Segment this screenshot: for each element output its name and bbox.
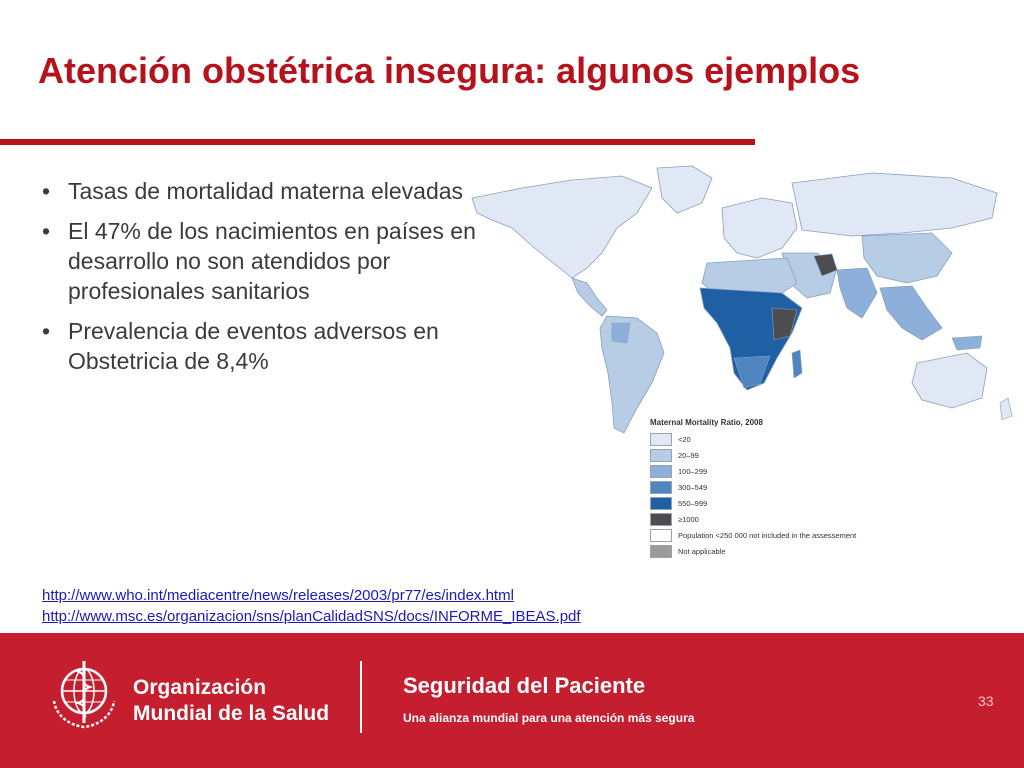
europe-region [722, 198, 797, 258]
bullet-text: El 47% de los nacimientos en países en desarrollo no son atendidos por profesionales sanitarios [68, 218, 476, 304]
southeast-asia-region [880, 286, 942, 340]
south-america-north-region [612, 323, 630, 343]
madagascar-region [792, 350, 802, 378]
footer-banner [0, 633, 1024, 768]
legend-row [650, 543, 910, 559]
legend-row [650, 495, 910, 511]
east-africa-region [772, 308, 797, 340]
legend-swatch [650, 497, 672, 510]
north-asia-region [792, 173, 997, 236]
legend-swatch [650, 449, 672, 462]
page-number: 33 [978, 693, 994, 709]
world-map [452, 158, 1024, 458]
legend-swatch [650, 465, 672, 478]
legend-label: ≥1000 [678, 514, 699, 524]
australia-region [912, 353, 987, 408]
legend-swatch [650, 513, 672, 526]
south-america-region [600, 316, 664, 433]
msc-reference-link[interactable]: http://www.msc.es/organizacion/sns/planCalidadSNS/docs/INFORME_IBEAS.pdf [42, 608, 581, 625]
organization-name [133, 675, 329, 727]
legend-swatch [650, 481, 672, 494]
legend-label: 550–999 [678, 498, 708, 508]
program-title: Seguridad del Paciente [403, 673, 646, 698]
bullet-item [42, 316, 497, 376]
bullet-item [42, 176, 497, 206]
legend-label: <20 [678, 434, 691, 444]
title-underline [0, 139, 755, 145]
legend-row [650, 463, 910, 479]
southern-africa-region [734, 356, 770, 388]
legend-row [650, 511, 910, 527]
legend-row [650, 479, 910, 495]
legend-row [650, 447, 910, 463]
bullet-item [42, 216, 497, 306]
org-name-line2: Mundial de la Salud [133, 702, 330, 725]
legend-swatch [650, 433, 672, 446]
bullet-list [42, 176, 497, 386]
org-name-line1: Organización [133, 676, 267, 699]
east-asia-region [862, 233, 952, 283]
legend-title: Maternal Mortality Ratio, 2008 [650, 418, 763, 427]
legend-label: 100–299 [678, 466, 708, 476]
map-legend [650, 418, 910, 559]
bullet-text: Tasas de mortalidad materna elevadas [68, 178, 464, 204]
south-asia-region [837, 268, 877, 318]
who-emblem-icon [44, 653, 124, 738]
bullet-text: Prevalencia de eventos adversos en Obstetricia de 8,4% [68, 318, 439, 374]
legend-swatch [650, 545, 672, 558]
legend-row [650, 527, 910, 543]
greenland-region [657, 166, 712, 213]
bullet-dot-icon: • [42, 318, 51, 344]
new-guinea-region [952, 336, 982, 350]
north-america-region [472, 176, 652, 278]
bullet-dot-icon: • [42, 218, 51, 244]
legend-label: 20–99 [678, 450, 699, 460]
footer-divider [360, 661, 362, 733]
new-zealand-region [1000, 398, 1012, 420]
legend-label: Not applicable [678, 546, 726, 556]
who-reference-link[interactable]: http://www.who.int/mediacentre/news/releases/2003/pr77/es/index.html [42, 587, 514, 604]
legend-label: Population <250 000 not included in the assessement [678, 530, 857, 540]
central-america-region [572, 278, 607, 316]
legend-label: 300–549 [678, 482, 708, 492]
reference-links [42, 585, 581, 627]
legend-row [650, 431, 910, 447]
program-subtitle: Una alianza mundial para una atención más segura [403, 711, 695, 725]
slide-title: Atención obstétrica insegura: algunos ejemplos [38, 50, 861, 91]
bullet-dot-icon: • [42, 178, 51, 204]
legend-swatch [650, 529, 672, 542]
